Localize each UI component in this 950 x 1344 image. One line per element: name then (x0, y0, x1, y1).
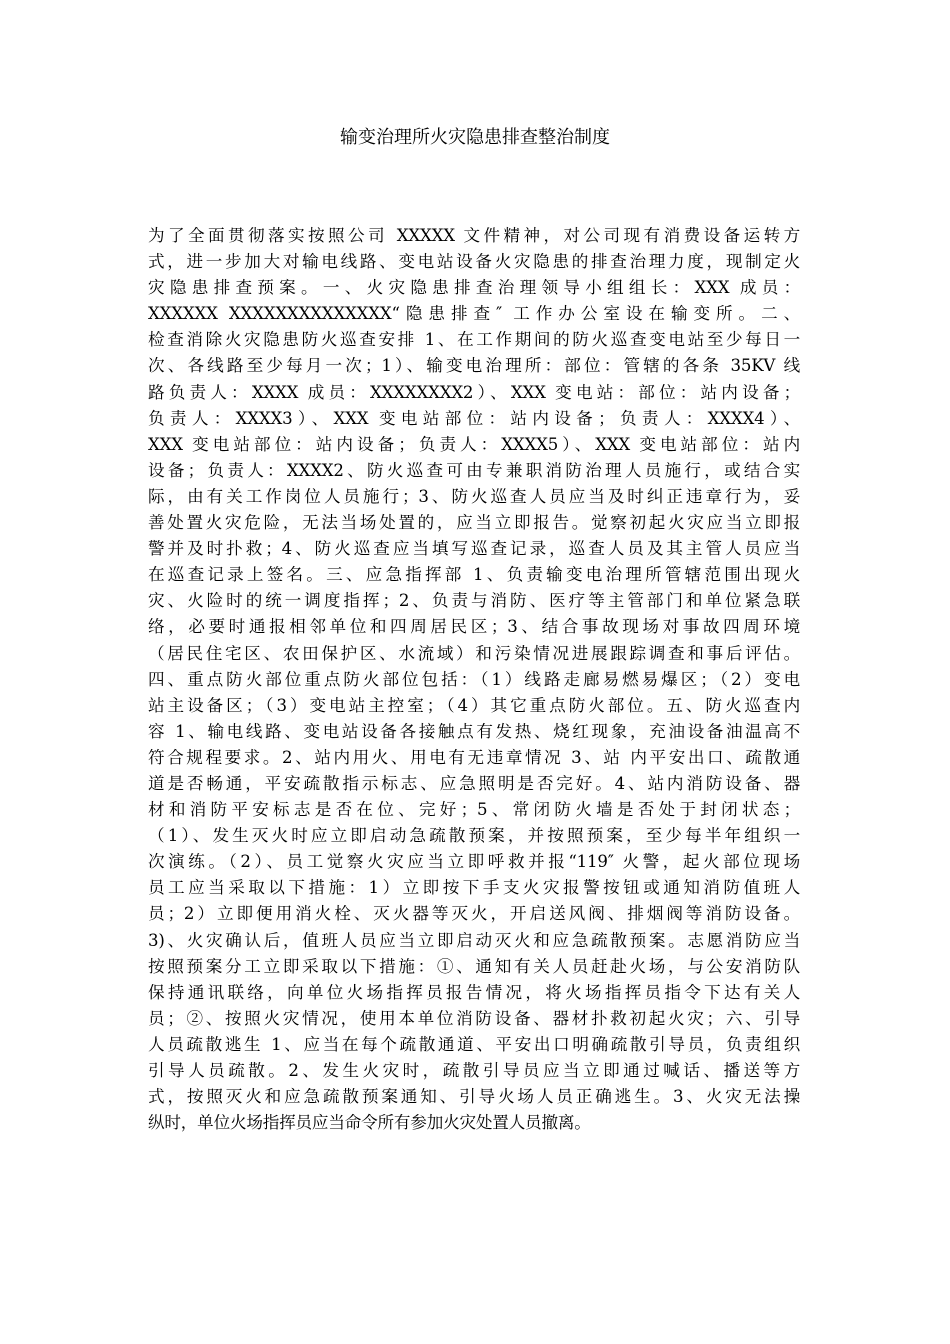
paragraph-line: 负责人：XXXX3）、XXX 变电站部位：站内设备；负责人：XXXX4）、 (148, 408, 800, 428)
paragraph-line: 式，按照灭火和应急疏散预案通知、引导火场人员正确逃生。3、火灾无法操 (148, 1087, 800, 1107)
paragraph-line: 符合规程要求。2、站内用火、用电有无违章情况 3、站 内平安出口、疏散通 (148, 747, 800, 767)
paragraph-line: 次演练。（2）、员工觉察火灾应当立即呼救并报“119″ 火警，起火部位现场 (148, 852, 800, 872)
paragraph-line: 路负责人：XXXX 成员：XXXXXXXX2）、XXX 变电站：部位：站内设备； (148, 382, 800, 402)
paragraph-line: 人员疏散逃生 1、应当在每个疏散通道、平安出口明确疏散引导员，负责组织 (148, 1034, 800, 1054)
paragraph-line: 道是否畅通，平安疏散指示标志、应急照明是否完好。4、站内消防设备、器 (148, 773, 800, 793)
paragraph-line: 警并及时扑救；4、防火巡查应当填写巡查记录，巡查人员及其主管人员应当 (148, 539, 800, 559)
paragraph-line: 保持通讯联络，向单位火场指挥员报告情况，将火场指挥员指令下达有关人 (148, 982, 800, 1002)
paragraph-line: 为了全面贯彻落实按照公司 XXXXX 文件精神，对公司现有消费设备运转方 (148, 226, 800, 245)
paragraph-line: 容 1、输电线路、变电站设备各接触点有发热、烧红现象，充油设备油温高不 (148, 721, 800, 741)
paragraph-line: XXXXXX XXXXXXXXXXXXXX“隐患排查″ 工作办公室设在输变所。二、 (148, 304, 800, 324)
paragraph-line: 四、重点防火部位重点防火部位包括：（1）线路走廊易燃易爆区；（2）变电 (148, 669, 800, 689)
paragraph-line: 引导人员疏散。2、发生火灾时，疏散引导员应当立即通过喊话、播送等方 (148, 1061, 800, 1080)
paragraph-line: 善处置火灾危险，无法当场处置的，应当立即报告。觉察初起火灾应当立即报 (148, 513, 800, 533)
paragraph-line: 员工应当采取以下措施：1）立即按下手支火灾报警按钮或通知消防值班人 (148, 878, 800, 898)
paragraph-line: 灾隐患排查预案。一、火灾隐患排查治理领导小组组长：XXX 成员： (148, 278, 800, 298)
paragraph-line: 员；2）立即便用消火栓、灭火器等灭火，开启送风阀、排烟阀等消防设备。 (148, 904, 800, 924)
paragraph-line: 次、各线路至少每月一次；1）、输变电治理所：部位：管辖的各条 35KV 线 (148, 356, 800, 376)
paragraph-line: 络，必要时通报相邻单位和四周居民区；3、结合事故现场对事故四周环境 (148, 617, 800, 637)
paragraph-line: XXX 变电站部位：站内设备；负责人：XXXX5）、XXX 变电站部位：站内 (148, 434, 800, 454)
paragraph-line: 纵时，单位火场指挥员应当命令所有参加火灾处置人员撤离。 (148, 1113, 591, 1133)
paragraph-line: 设备；负责人：XXXX2、防火巡查可由专兼职消防治理人员施行，或结合实 (148, 460, 800, 480)
paragraph-line: 员；②、按照火灾情况，使用本单位消防设备、器材扑救初起火灾；六、引导 (148, 1008, 800, 1028)
paragraph-line: 际，由有关工作岗位人员施行；3、防火巡查人员应当及时纠正违章行为，妥 (148, 486, 800, 506)
paragraph-line: 检查消除火灾隐患防火巡查安排 1、在工作期间的防火巡查变电站至少每日一 (148, 330, 800, 350)
paragraph-line: 在巡查记录上签名。三、应急指挥部 1、负责输变电治理所管辖范围出现火 (148, 565, 800, 585)
paragraph-line: 3)、火灾确认后，值班人员应当立即启动灭火和应急疏散预案。志愿消防应当 (148, 930, 800, 950)
document-body (148, 223, 800, 1136)
paragraph-line: 站主设备区；（3）变电站主控室；（4）其它重点防火部位。五、防火巡查内 (148, 695, 800, 715)
paragraph-line: 式，进一步加大对输电线路、变电站设备火灾隐患的排查治理力度，现制定火 (148, 252, 800, 272)
paragraph-line: （居民住宅区、农田保护区、水流域）和污染情况进展跟踪调查和事后评估。 (148, 643, 800, 663)
paragraph-line: （1）、发生灭火时应立即启动急疏散预案，并按照预案，至少每半年组织一 (148, 826, 800, 846)
paragraph-line: 材和消防平安标志是否在位、完好；5、常闭防火墙是否处于封闭状态； (148, 800, 800, 820)
document-title: 输变治理所火灾隐患排查整治制度 (340, 127, 610, 148)
paragraph-line: 按照预案分工立即采取以下措施：①、通知有关人员赶赴火场，与公安消防队 (148, 956, 800, 976)
paragraph-line: 灾、火险时的统一调度指挥；2、负责与消防、医疗等主管部门和单位紧急联 (148, 591, 800, 611)
